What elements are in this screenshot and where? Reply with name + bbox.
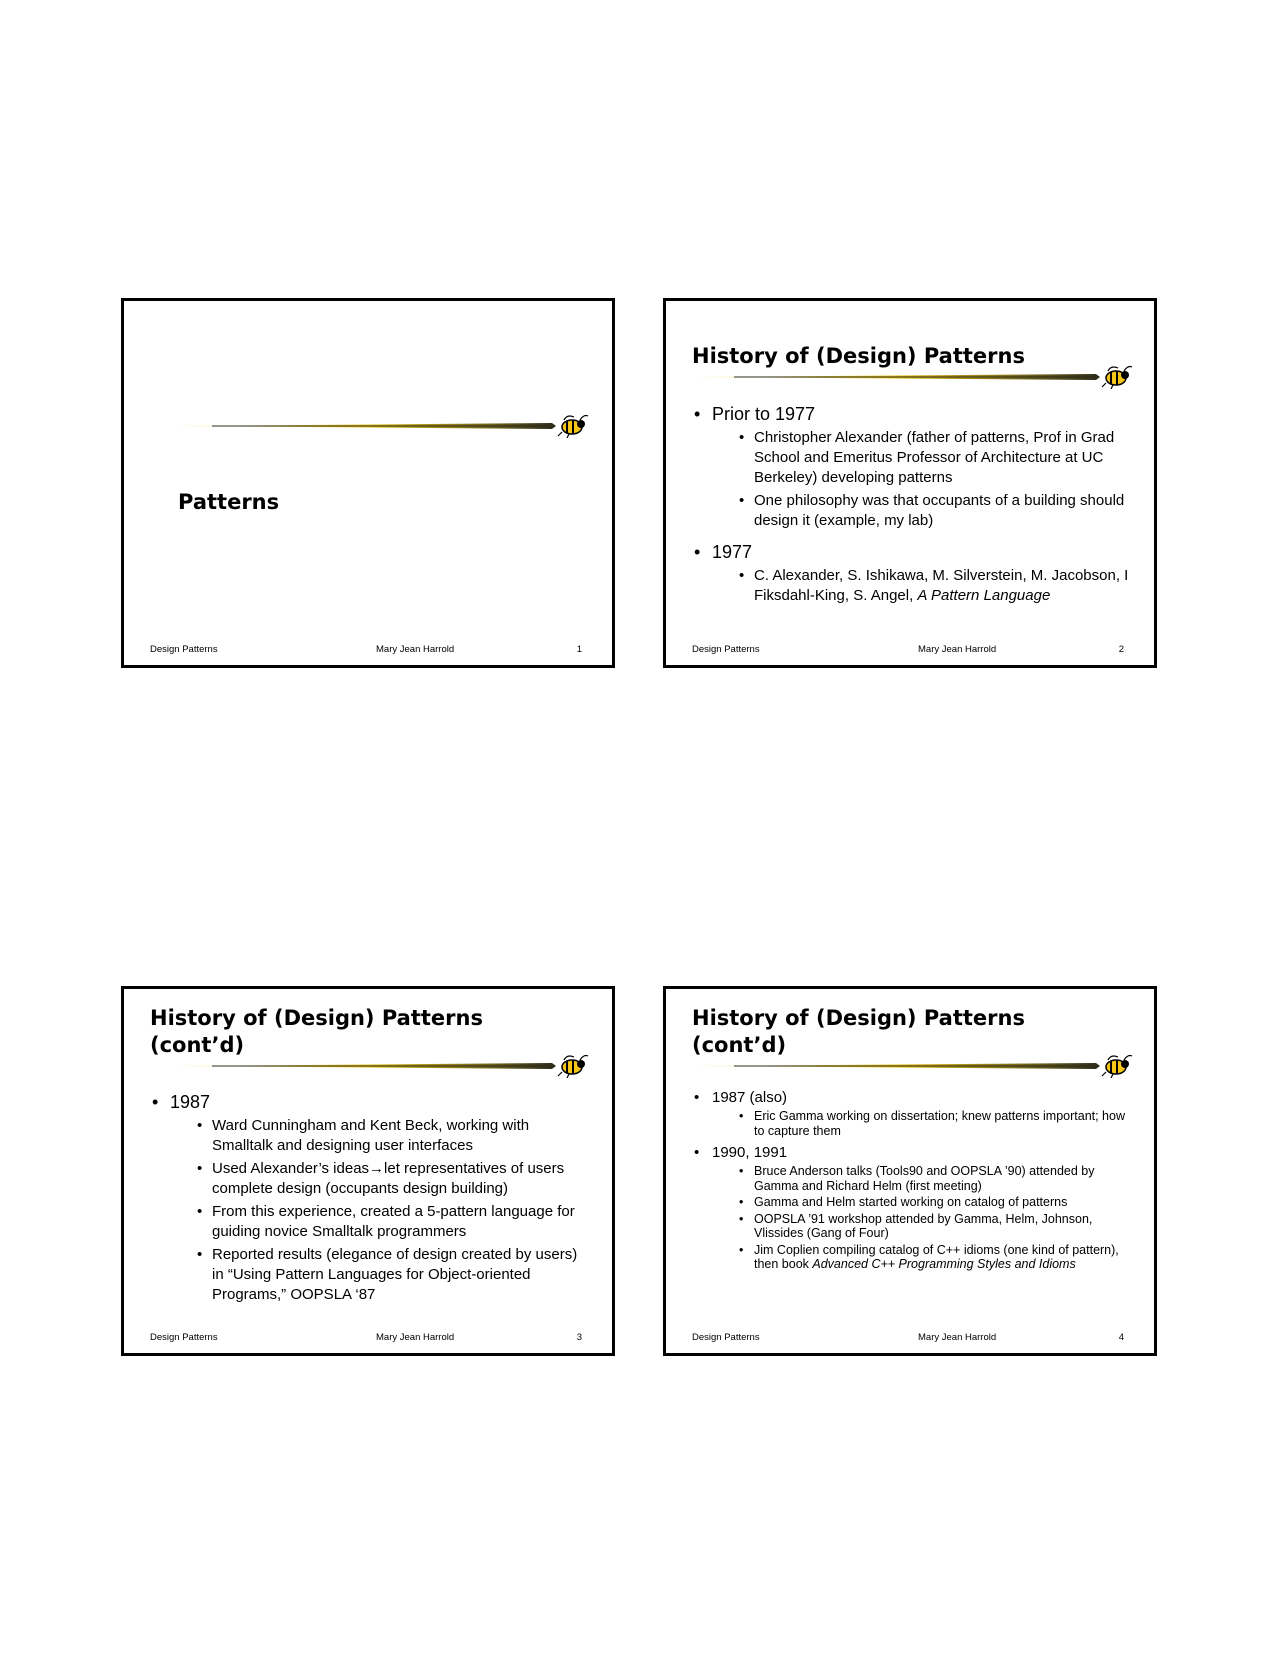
book-title: Advanced C++ Programming Styles and Idioms xyxy=(812,1257,1076,1271)
bullet-text: 1987 (also) xyxy=(712,1089,788,1106)
slide-title xyxy=(692,1005,1025,1059)
footer-author: Mary Jean Harrold xyxy=(376,1332,455,1343)
rule-graphic xyxy=(694,1054,1134,1078)
bullet-text: One philosophy was that occupants of a building should design it (example, my lab) xyxy=(754,492,1125,529)
bullet-text: Eric Gamma working on dissertation; knew patterns important; how to capture them xyxy=(754,1109,1125,1138)
slide-2 xyxy=(663,298,1157,668)
title-line: (cont’d) xyxy=(692,1033,787,1057)
footer-course: Design Patterns xyxy=(150,644,218,655)
bullet: • 1990, 1991 • Bruce Anderson talks (Tools90 and OOPSLA ’90) attended by Gamma and Richard Helm (first meeting) • Gamma and Helm started working on catalog of patterns • OOPSLA ’91 workshop attended by Gamma, Helm, Johnson, Vlissides (Gang of Four) • Jim Coplien compiling catalog of C++ idioms (one kind of pattern), then book Advanced C++ Programming Styles and Idioms xyxy=(692,1143,1130,1272)
bullet-text: Christopher Alexander (father of patterns, Prof in Grad School and Emeritus Professor of Architecture at UC Berkeley) developing patterns xyxy=(754,429,1115,486)
sub-bullet: • Eric Gamma working on dissertation; knew patterns important; how to capture them xyxy=(739,1109,1125,1138)
yellow-jacket-icon xyxy=(1102,367,1132,390)
footer-page-number: 3 xyxy=(576,1332,582,1343)
title-line: History of (Design) Patterns xyxy=(150,1006,483,1030)
bullet: • 1987 (also) • Eric Gamma working on dissertation; knew patterns important; how to capture them xyxy=(692,1088,1130,1138)
yellow-jacket-icon xyxy=(1102,1056,1132,1079)
title-rule xyxy=(172,1054,590,1078)
book-title: A Pattern Language xyxy=(917,587,1051,604)
bullet-text: Bruce Anderson talks (Tools90 and OOPSLA ’90) attended by Gamma and Richard Helm (first meeting) xyxy=(754,1164,1095,1193)
sub-bullet: • Reported results (elegance of design created by users) in “Using Pattern Languages for Object-oriented Programs,” OOPSLA ‘87 xyxy=(197,1246,578,1303)
bullet: • Prior to 1977 • Christopher Alexander (father of patterns, Prof in Grad School and Emeritus Professor of Architecture at UC Berkeley) developing patterns • One philosophy was that occupants of a building should design it (example, my lab) xyxy=(692,403,1130,531)
sub-bullet: • One philosophy was that occupants of a building should design it (example, my lab) xyxy=(739,492,1125,529)
bullet-text: C. Alexander, S. Ishikawa, M. Silverstein, M. Jacobson, I Fiksdahl-King, S. Angel, xyxy=(754,567,1129,604)
footer-page-number: 1 xyxy=(576,644,582,655)
footer-page-number: 2 xyxy=(1118,644,1124,655)
slide-1 xyxy=(121,298,615,668)
title-rule xyxy=(694,1054,1134,1078)
sub-bullet: • Gamma and Helm started working on catalog of patterns xyxy=(739,1195,1068,1209)
slide-title: History of (Design) Patterns xyxy=(692,344,1025,368)
title-rule xyxy=(694,365,1134,389)
bullet: • 1977 • C. Alexander, S. Ishikawa, M. Silverstein, M. Jacobson, I Fiksdahl-King, S. Angel, A Pattern Language xyxy=(694,542,1129,604)
bullet-text: 1977 xyxy=(712,542,753,562)
bullet-text: Jim Coplien compiling catalog of C++ idioms (one kind of pattern), then book xyxy=(754,1242,1119,1271)
bullet-text: 1990, 1991 xyxy=(712,1144,788,1161)
yellow-jacket-icon xyxy=(558,416,588,439)
sub-bullet: • Used Alexander’s ideas→let representatives of users complete design (occupants design building) xyxy=(197,1160,565,1197)
footer-author: Mary Jean Harrold xyxy=(376,644,455,655)
footer-author: Mary Jean Harrold xyxy=(918,644,997,655)
title-line: (cont’d) xyxy=(150,1033,245,1057)
sub-bullet: • OOPSLA ’91 workshop attended by Gamma, Helm, Johnson, Vlissides (Gang of Four) xyxy=(739,1211,1093,1240)
slide-4 xyxy=(663,986,1157,1356)
title-rule xyxy=(172,414,590,438)
title-line: History of (Design) Patterns xyxy=(692,1006,1025,1030)
bullet-text: Reported results (elegance of design created by users) in “Using Pattern Languages for Object-oriented Programs,” OOPSLA ‘87 xyxy=(212,1246,578,1303)
rule-graphic xyxy=(172,414,590,438)
slide-content xyxy=(692,1083,1130,1272)
bullet-text: 1987 xyxy=(170,1092,211,1112)
footer-course: Design Patterns xyxy=(692,644,760,655)
sub-bullet: • Ward Cunningham and Kent Beck, working with Smalltalk and designing user interfaces xyxy=(197,1117,530,1154)
slide-title xyxy=(150,1005,483,1059)
sub-bullet: • C. Alexander, S. Ishikawa, M. Silverstein, M. Jacobson, I Fiksdahl-King, S. Angel, A Pattern Language xyxy=(739,567,1129,604)
bullet-text: From this experience, created a 5-pattern language for guiding novice Smalltalk programmers xyxy=(212,1203,575,1240)
slide-title: Patterns xyxy=(178,490,280,514)
slide-content xyxy=(150,1081,588,1305)
sub-bullet: • Jim Coplien compiling catalog of C++ idioms (one kind of pattern), then book Advanced C++ Programming Styles and Idioms xyxy=(739,1242,1119,1271)
footer-page-number: 4 xyxy=(1118,1332,1124,1343)
bullet-text: Used Alexander’s ideas→let representatives of users complete design (occupants design building) xyxy=(212,1160,565,1197)
yellow-jacket-icon xyxy=(558,1056,588,1079)
bullet-text: Prior to 1977 xyxy=(712,404,816,424)
bullet-text: Ward Cunningham and Kent Beck, working with Smalltalk and designing user interfaces xyxy=(212,1117,530,1154)
sub-bullet: • Bruce Anderson talks (Tools90 and OOPSLA ’90) attended by Gamma and Richard Helm (first meeting) xyxy=(739,1164,1095,1193)
bullet-text: Gamma and Helm started working on catalog of patterns xyxy=(754,1195,1068,1209)
footer-course: Design Patterns xyxy=(150,1332,218,1343)
rule-graphic xyxy=(694,365,1134,389)
sub-bullet: • From this experience, created a 5-pattern language for guiding novice Smalltalk programmers xyxy=(197,1203,575,1240)
bullet-text: OOPSLA ’91 workshop attended by Gamma, Helm, Johnson, Vlissides (Gang of Four) xyxy=(754,1211,1093,1240)
rule-graphic xyxy=(172,1054,590,1078)
sub-bullet: • Christopher Alexander (father of patterns, Prof in Grad School and Emeritus Professor of Architecture at UC Berkeley) developing patterns xyxy=(739,429,1115,486)
footer-author: Mary Jean Harrold xyxy=(918,1332,997,1343)
slide-3 xyxy=(121,986,615,1356)
slide-content xyxy=(692,393,1130,606)
bullet: • 1987 • Ward Cunningham and Kent Beck, working with Smalltalk and designing user interfaces • Used Alexander’s ideas→let representatives of users complete design (occupants design building) • From this experience, created a 5-pattern language for guiding novice Smalltalk programmers • Reported results (elegance of design created by users) in “Using Pattern Languages for Object-oriented Programs,” OOPSLA ‘87 xyxy=(150,1091,588,1305)
footer-course: Design Patterns xyxy=(692,1332,760,1343)
